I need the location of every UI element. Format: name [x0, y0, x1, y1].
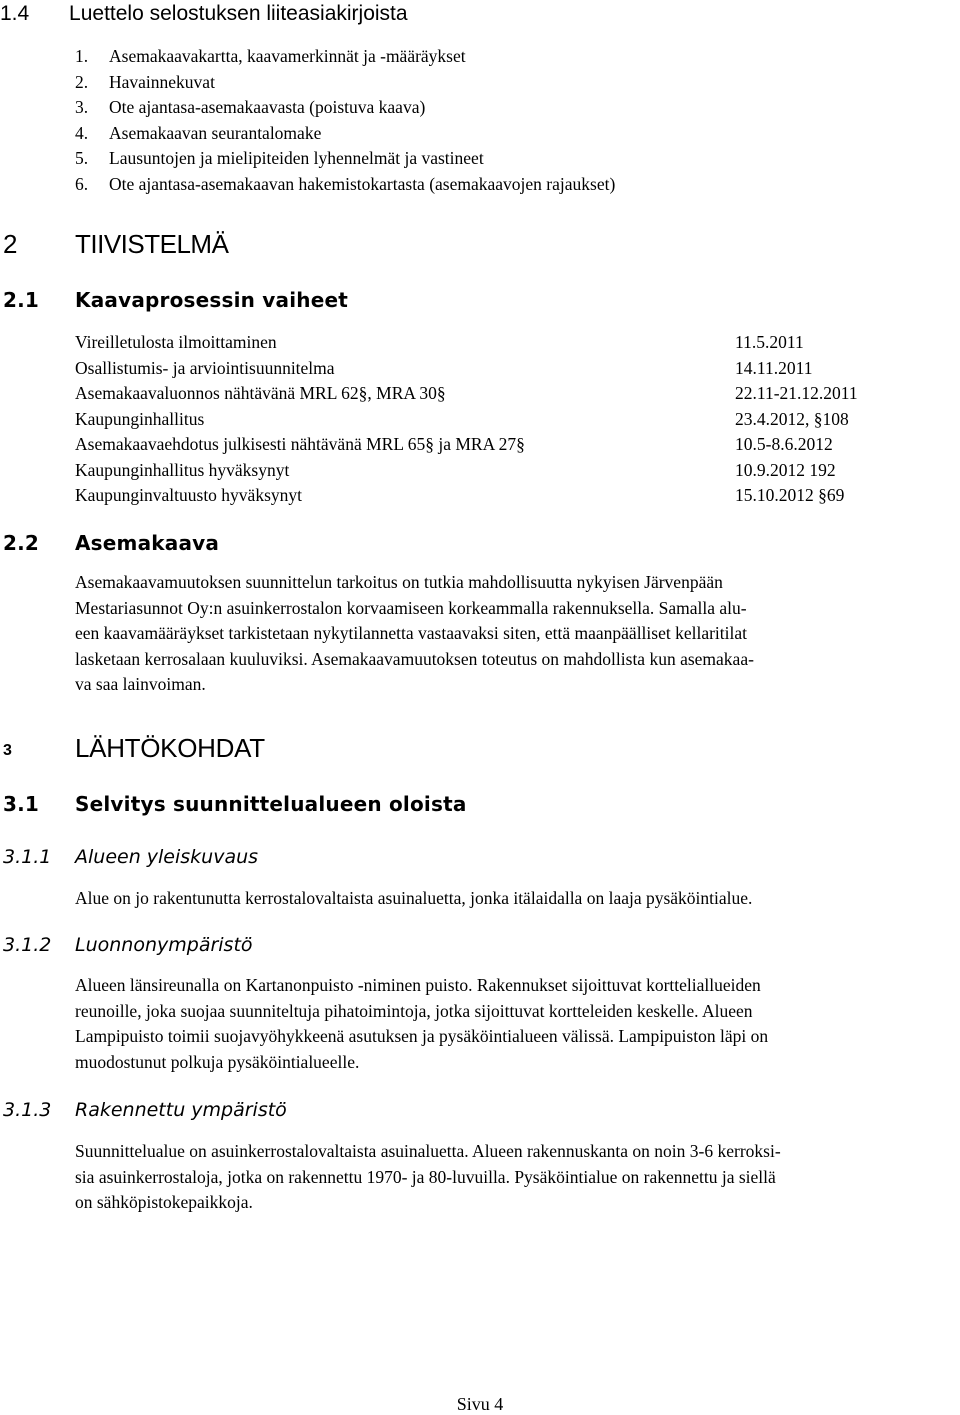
heading-3-1-title: Selvitys suunnittelualueen oloista [75, 792, 467, 816]
heading-2 [3, 229, 17, 260]
heading-2-2-number: 2.2 [3, 531, 40, 555]
heading-2-1-number: 2.1 [3, 288, 40, 312]
table-row: Kaupunginhallitus 23.4.2012, §108 [75, 408, 849, 429]
heading-3-1-number: 3.1 [3, 792, 40, 816]
table-row: Asemakaavaluonnos nähtävänä MRL 62§, MRA 30§ 22.11-21.12.2011 [75, 383, 858, 403]
attachment-list [75, 44, 615, 197]
heading-2-1-title: Kaavaprosessin vaiheet [75, 288, 348, 312]
heading-1-4-title: Luettelo selostuksen liiteasiakirjoista [69, 2, 408, 25]
heading-3-1-2-title: Luonnonympäristö [75, 934, 253, 956]
list-item: 3. Ote ajantasa-asemakaavasta (poistuva kaava) [75, 97, 426, 117]
heading-3-1-3-number: 3.1.3 [3, 1099, 52, 1121]
rakennettu-ymparisto-paragraph: Suunnittelualue on asuinkerrostalovaltaista asuinaluetta. Alueen rakennuskanta on noin 3-6 kerroksi- sia asuinkerrostaloja, jotka on rakennettu 1970- ja 80-luvuilla. Pysäköintialue on rakennettu ja siellä on sähköpistokepaikkoja. [75, 1141, 781, 1212]
table-row: Osallistumis- ja arviointisuunnitelma 14.11.2011 [75, 357, 813, 378]
heading-3-title: LÄHTÖKOHDAT [75, 733, 265, 763]
heading-3-1-2-number: 3.1.2 [3, 934, 52, 956]
list-item: 1. Asemakaavakartta, kaavamerkinnät ja -määräykset [75, 46, 466, 66]
list-item: 4. Asemakaavan seurantalomake [75, 122, 322, 143]
table-row: Vireilletulosta ilmoittaminen 11.5.2011 [75, 332, 804, 352]
asemakaava-paragraph: Asemakaavamuutoksen suunnittelun tarkoitus on tutkia mahdollisuutta nykyisen Järvenpään Mestariasunnot Oy:n asuinkerrostalon korvaamiseen korkeammalla rakennuksella. Samalla alu- een kaavamääräykset tarkistetaan nykytilannetta vastaavaksi siten, että maanpäälliset kellaritilat lasketaan kerrosalaan kuuluviksi. Asemakaavamuutoksen toteutus on mahdollista kun asemakaa- va saa lainvoiman. [75, 572, 754, 694]
heading-3-1-1-number: 3.1.1 [3, 846, 52, 868]
heading-2-number: 2 [3, 229, 18, 259]
list-item: 6. Ote ajantasa-asemakaavan hakemistokartasta (asemakaavojen rajaukset) [75, 173, 616, 194]
list-item: 2. Havainnekuvat [75, 71, 215, 92]
alueen-yleiskuvaus-paragraph: Alue on jo rakentunutta kerrostalovaltaista asuinaluetta, jonka itälaidalla on laaja pysäköintialue. [75, 888, 753, 908]
heading-3-1-3-title: Rakennettu ympäristö [75, 1099, 287, 1121]
heading-3-number: 3 [3, 742, 12, 759]
heading-2-2-title: Asemakaava [75, 531, 220, 555]
page-number: Sivu 4 [456, 1394, 504, 1414]
list-item: 5. Lausuntojen ja mielipiteiden lyhennelmät ja vastineet [75, 148, 484, 168]
table-row: Kaupunginvaltuusto hyväksynyt 15.10.2012 §69 [75, 485, 845, 505]
table-row: Asemakaavaehdotus julkisesti nähtävänä MRL 65§ ja MRA 27§ 10.5-8.6.2012 [75, 434, 833, 454]
process-table [75, 330, 925, 509]
table-row: Kaupunginhallitus hyväksynyt 10.9.2012 192 [75, 459, 836, 480]
heading-2-title: TIIVISTELMÄ [75, 229, 229, 259]
heading-1-4-number: 1.4 [0, 2, 30, 25]
heading-3-1-1-title: Alueen yleiskuvaus [75, 846, 259, 868]
luonnonymparisto-paragraph: Alueen länsireunalla on Kartanonpuisto -niminen puisto. Rakennukset sijoittuvat kortteliallueiden reunoille, joka suojaa suunniteltuja pihatoimintoja, jotka sijoittuvat kortteleiden keskelle. Alueen Lampipuisto toimii suojavyöhykkeenä asutuksen ja pysäköintialueen välissä. Lampipuiston läpi on muodostunut polkuja pysäköintialueelle. [75, 975, 769, 1072]
heading-1-4 [0, 2, 408, 26]
